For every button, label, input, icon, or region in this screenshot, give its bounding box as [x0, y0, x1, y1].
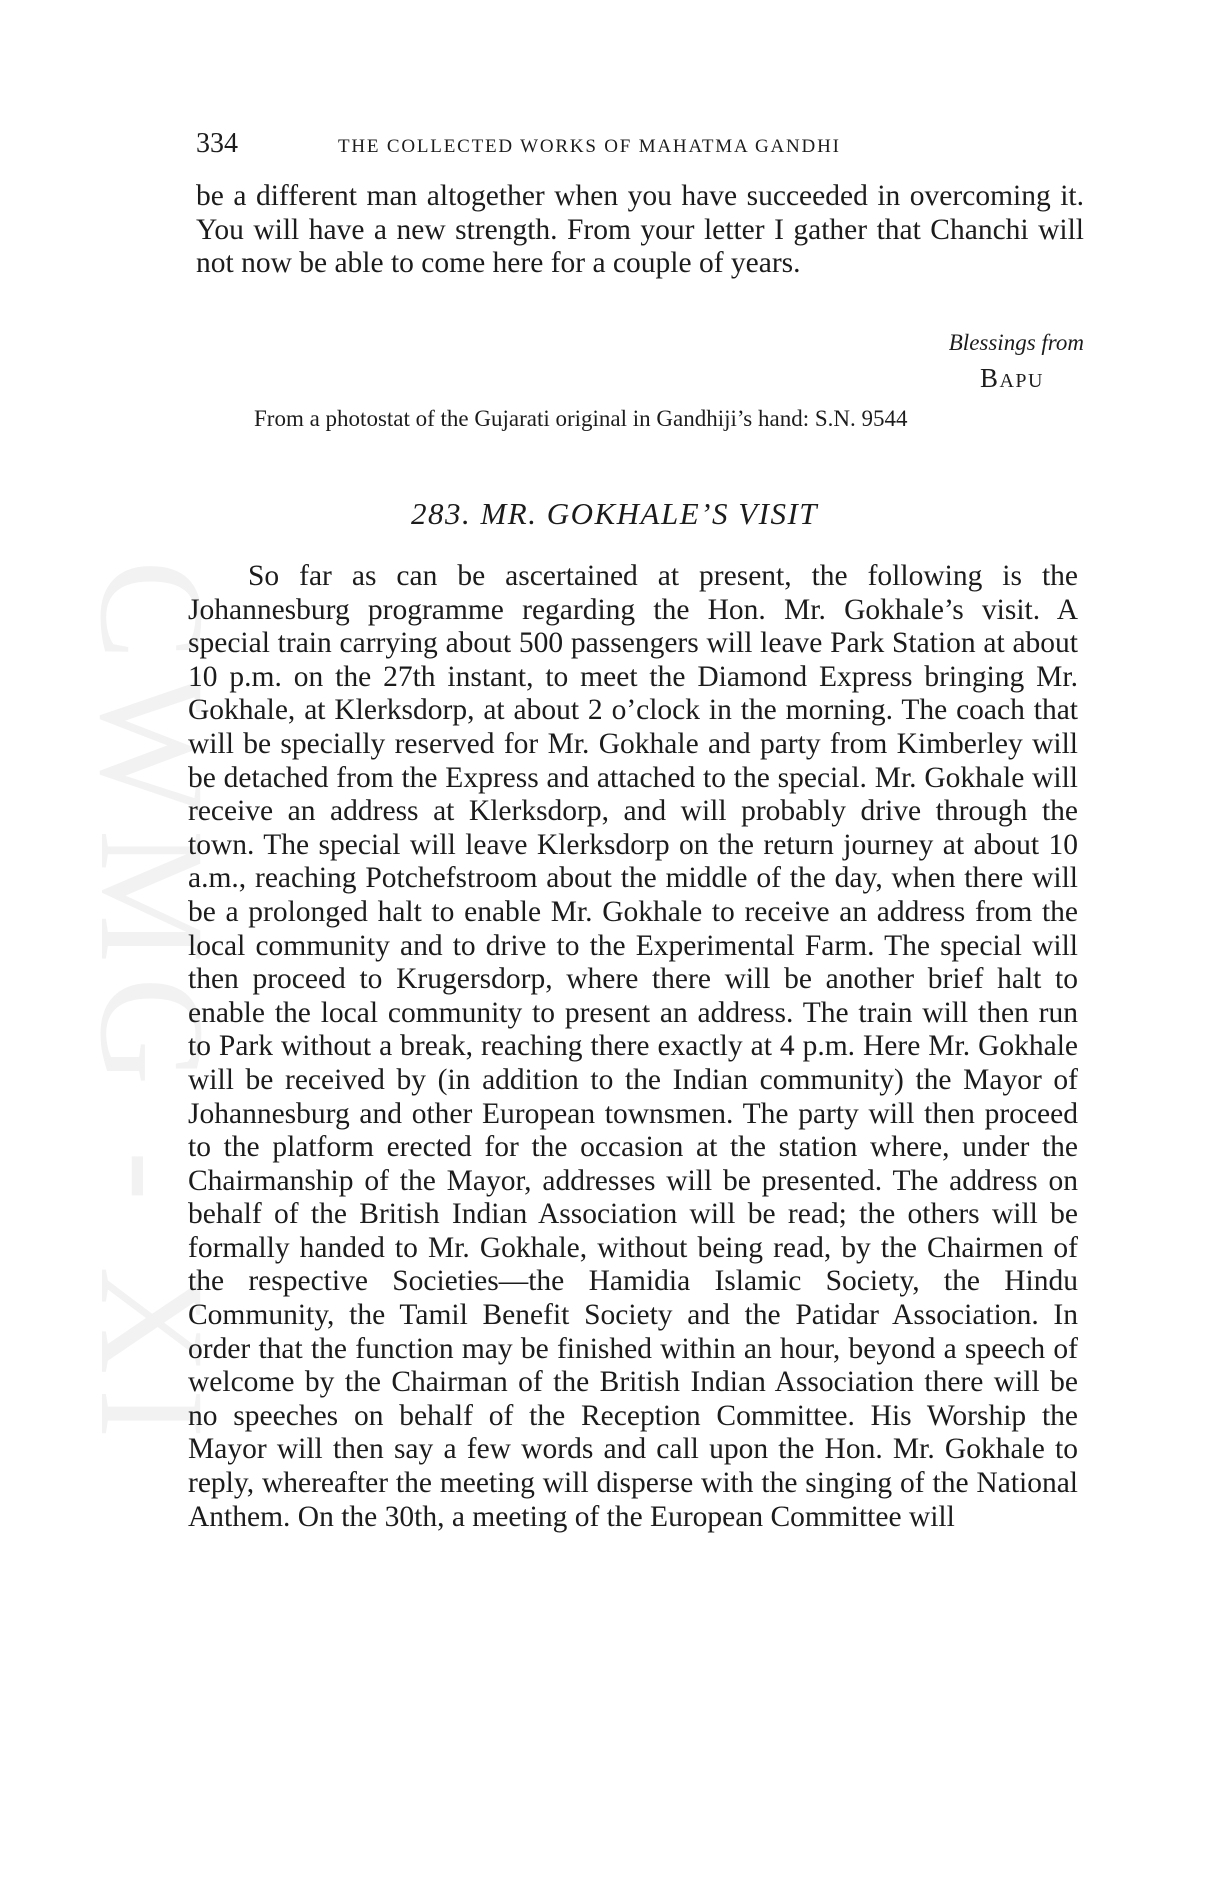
signature-initial: B: [979, 363, 1000, 393]
source-note: From a photostat of the Gujarati original in Gandhiji’s hand: S.N. 9544: [254, 406, 908, 431]
running-head: THE COLLECTED WORKS OF MAHATMA GANDHI: [338, 136, 841, 157]
letter-closing-paragraph: be a different man altogether when you have succeeded in overcoming it. You will have a new strength. From your letter I gather that Chanchi will not now be able to come here for a couple of years.: [196, 180, 1084, 280]
page-header: [196, 128, 1086, 168]
blessings-line: Blessings from: [948, 330, 1084, 355]
article-title: 283. MR. GOKHALE’S VISIT: [410, 496, 819, 531]
article-body: So far as can be ascertained at present, the following is the Johannesburg programme regarding the Hon. Mr. Gokhale’s visit. A special train carrying about 500 passengers will leave Park Station at about 10 p.m. on the 27th instant, to meet the Diamond Express bringing Mr. Gokhale, at Klerksdorp, at about 2 o’clock in the morning. The coach that will be specially reserved for Mr. Gokhale and party from Kimberley will be detached from the Express and attached to the special. Mr. Gokhale will receive an address at Klerksdorp, and will probably drive through the town. The special will leave Klerksdorp on the return journey at about 10 a.m., reaching Potchefstroom about the middle of the day, when there will be a prolonged halt to enable Mr. Gokhale to receive an address from the local community and to drive to the Experimental Farm. The special will then proceed to Krugersdorp, where there will be another brief halt to enable the local community to present an address. The train will then run to Park without a break, reaching there exactly at 4 p.m. Here Mr. Gokhale will be received by (in addition to the Indian community) the Mayor of Johannesburg and other European townsmen. The party will then proceed to the platform erected for the occasion at the station where, under the Chairmanship of the Mayor, addresses will be presented. The address on behalf of the British Indian Association will be read; the others will be formally handed to Mr. Gokhale, without being read, by the Chairmen of the respective Societies—the Hamidia Islamic Society, the Hindu Community, the Tamil Benefit Society and the Patidar Association. In order that the function may be finished within an hour, beyond a speech of welcome by the Chairman of the British Indian Association there will be no speeches on behalf of the Reception Committee. His Worship the Mayor will then say a few words and call upon the Hon. Mr. Gokhale to reply, whereafter the meeting will disperse with the singing of the National Anthem. On the 30th, a meeting of the European Committee will: [188, 560, 1078, 1533]
signature-rest: APU: [999, 370, 1044, 392]
watermark: CWMG - XI: [69, 560, 235, 1453]
letter-signoff: [949, 328, 1084, 401]
page-number: 334: [196, 128, 238, 159]
signature: [949, 358, 1044, 401]
